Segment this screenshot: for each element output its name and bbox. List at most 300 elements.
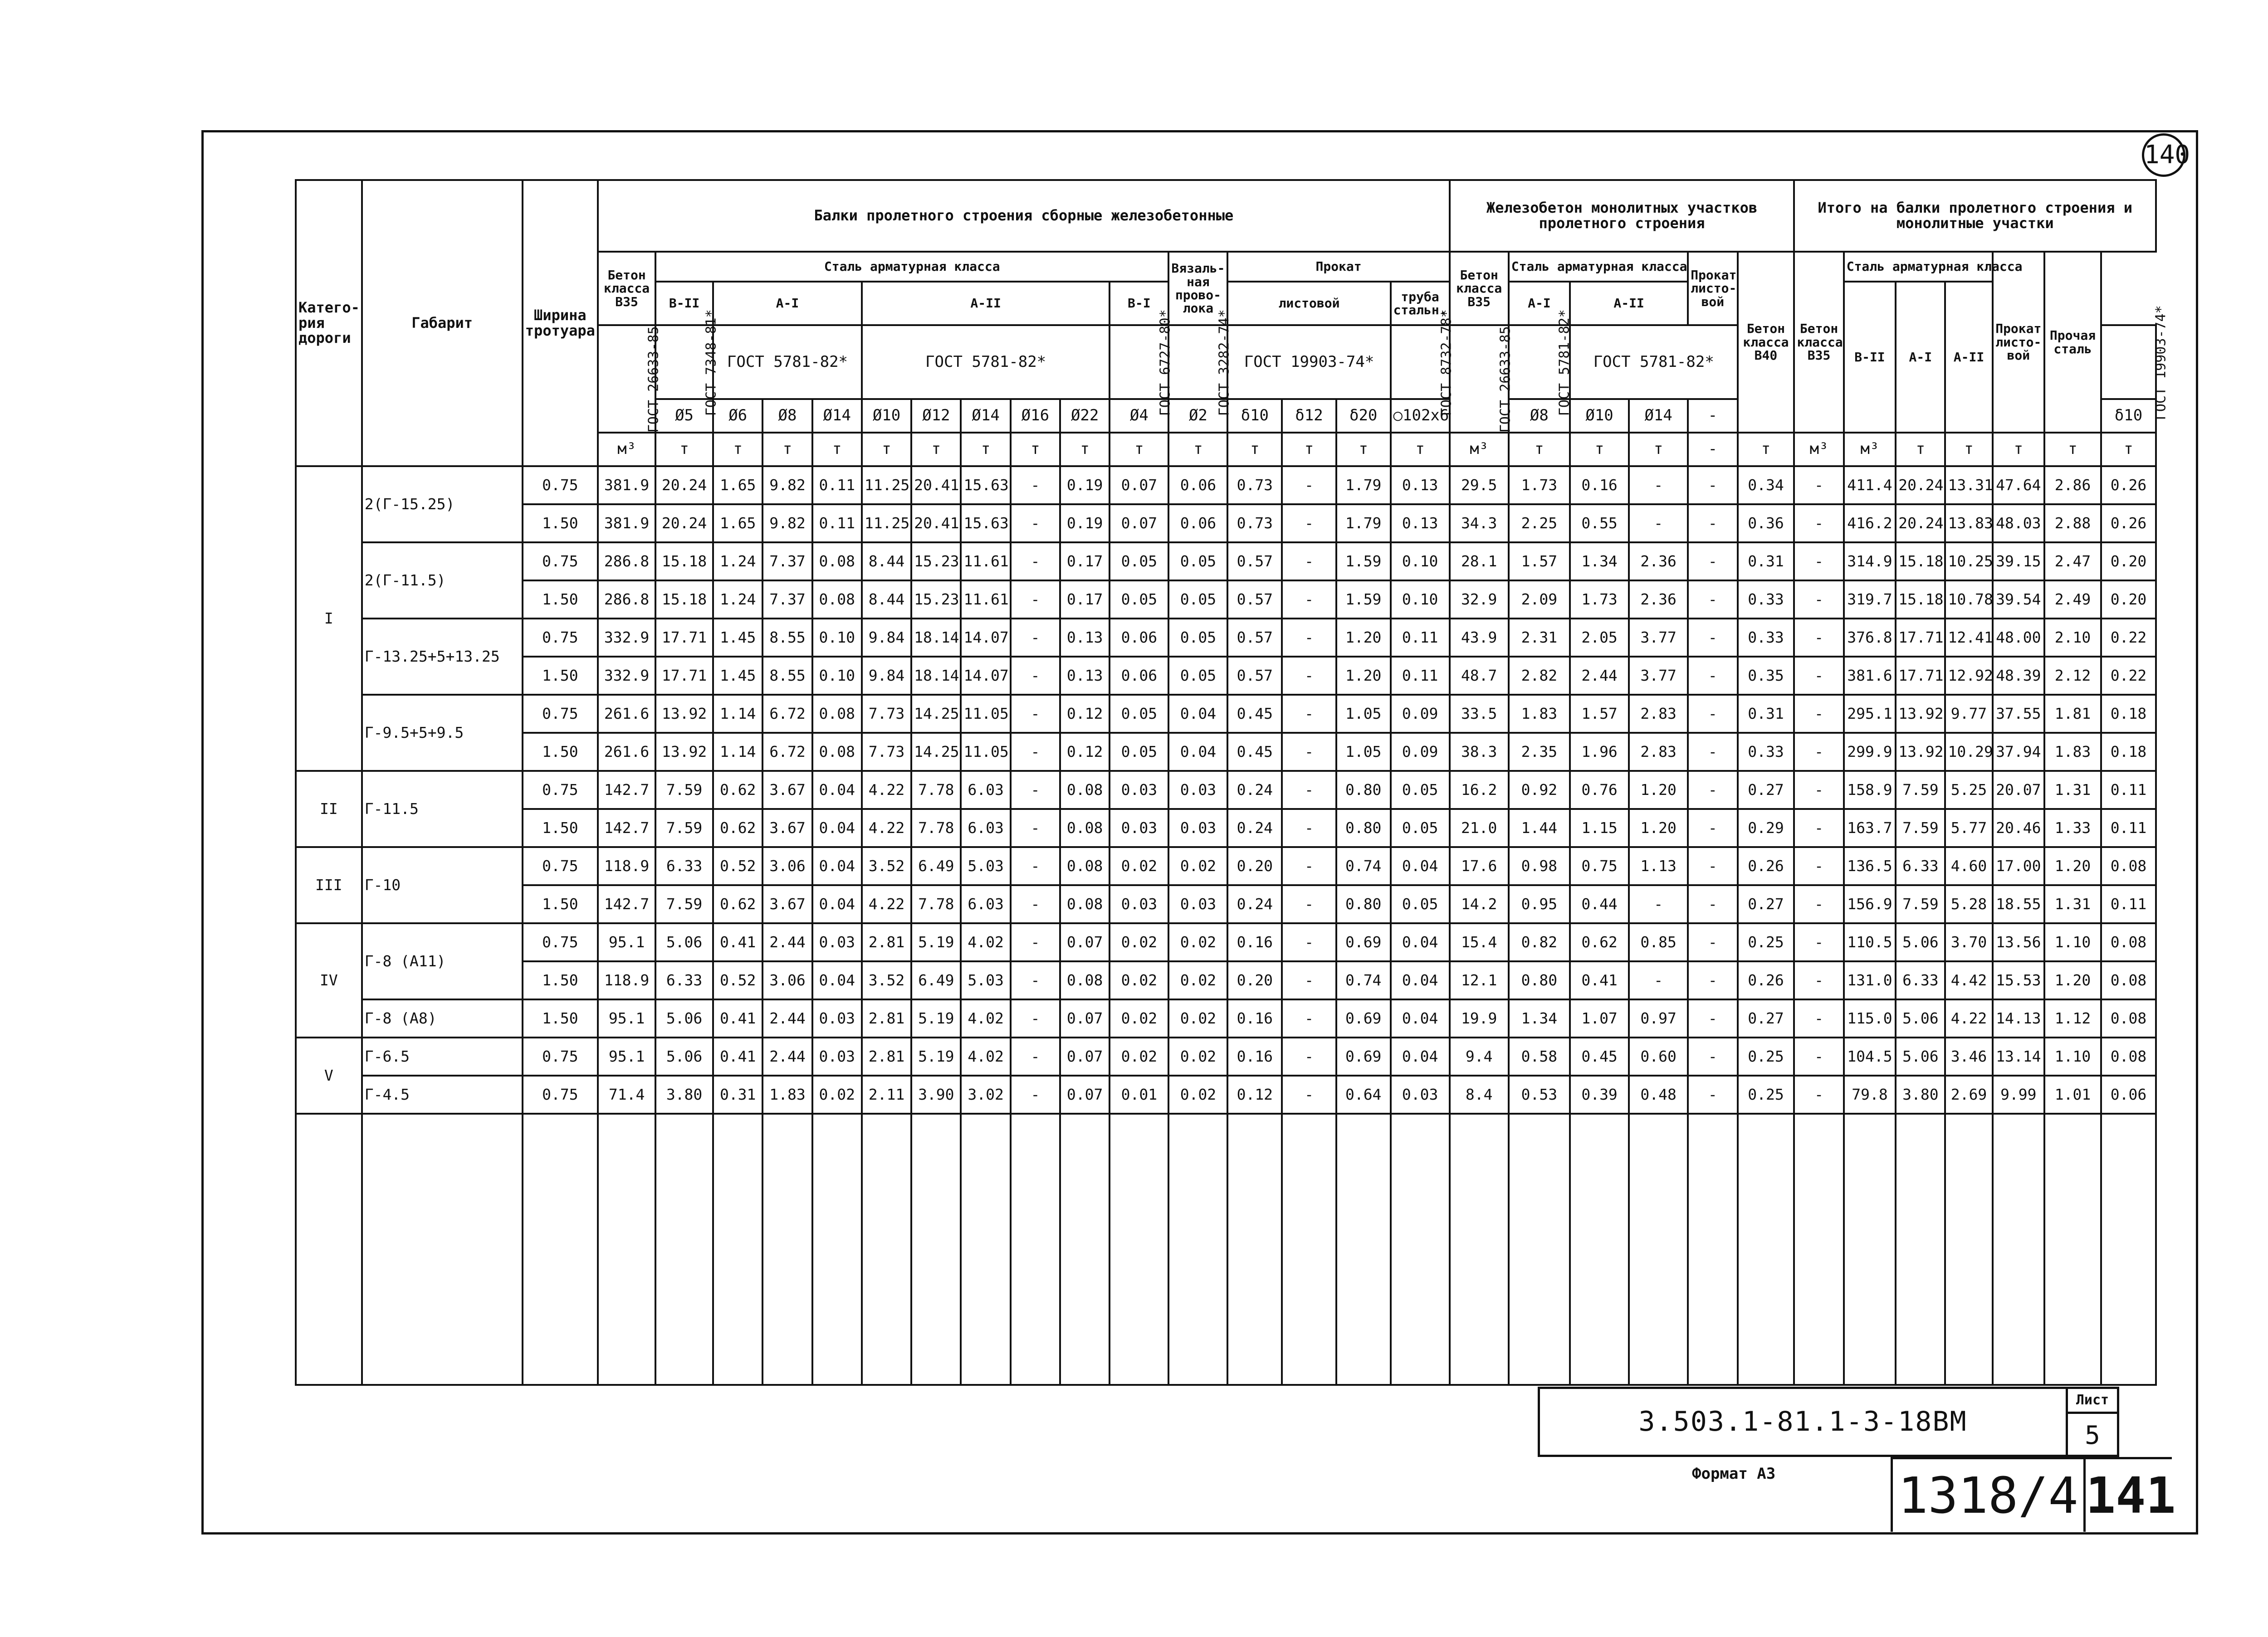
value-cell: 0.48: [1629, 1076, 1688, 1114]
unit-cell: м³: [1844, 433, 1896, 466]
header-prokat-list: Прокат листо-вой: [1688, 252, 1737, 325]
value-cell: 7.37: [763, 542, 812, 580]
value-cell: 136.5: [1844, 847, 1896, 885]
gabarit-cell: Г-4.5: [362, 1076, 523, 1114]
value-cell: -: [1688, 466, 1737, 504]
value-cell: 3.46: [1945, 1038, 1992, 1076]
value-cell: 0.04: [812, 809, 862, 847]
value-cell: 0.69: [1336, 999, 1391, 1038]
value-cell: 33.5: [1450, 695, 1509, 733]
value-cell: 9.99: [1993, 1076, 2044, 1114]
value-cell: -: [1794, 657, 1843, 695]
value-cell: -: [1688, 733, 1737, 771]
value-cell: 142.7: [598, 809, 655, 847]
value-cell: 15.23: [911, 580, 961, 619]
value-cell: 0.03: [812, 923, 862, 961]
table-cell: листовой: [1227, 282, 1390, 325]
value-cell: -: [1282, 923, 1336, 961]
value-cell: 95.1: [598, 1038, 655, 1076]
value-cell: 0.11: [1391, 657, 1450, 695]
value-cell: 0.08: [812, 695, 862, 733]
value-cell: -: [1794, 466, 1843, 504]
value-cell: 7.59: [1896, 885, 1945, 923]
unit-cell: м³: [598, 433, 655, 466]
header-prokat: Прокат: [1227, 252, 1449, 282]
value-cell: 0.62: [713, 771, 763, 809]
value-cell: 0.85: [1629, 923, 1688, 961]
value-cell: -: [1688, 619, 1737, 657]
value-cell: 19.9: [1450, 999, 1509, 1038]
value-cell: 3.02: [961, 1076, 1010, 1114]
value-cell: 14.25: [911, 695, 961, 733]
empty-cell: [1993, 1114, 2044, 1385]
value-cell: 0.09: [1391, 733, 1450, 771]
empty-cell: [763, 1114, 812, 1385]
table-cell: ГОСТ 3282-74*: [1168, 325, 1227, 399]
gabarit-cell: Г-8 (А8): [362, 999, 523, 1038]
value-cell: 3.52: [862, 961, 911, 999]
diameter-cell: δ12: [1282, 399, 1336, 433]
value-cell: 1.15: [1570, 809, 1629, 847]
value-cell: 0.24: [1227, 809, 1282, 847]
value-cell: 1.24: [713, 542, 763, 580]
value-cell: 15.18: [655, 580, 713, 619]
value-cell: 0.26: [1738, 847, 1794, 885]
value-cell: 0.10: [1391, 542, 1450, 580]
value-cell: 0.45: [1227, 695, 1282, 733]
unit-cell: м³: [1450, 433, 1509, 466]
format-label: Формат А3: [1692, 1465, 1776, 1483]
value-cell: 0.02: [1168, 847, 1227, 885]
diameter-cell: Ø8: [763, 399, 812, 433]
value-cell: 8.55: [763, 619, 812, 657]
value-cell: 2.44: [763, 999, 812, 1038]
table-cell: ГОСТ 7348-81*: [655, 325, 713, 399]
value-cell: 2.44: [763, 1038, 812, 1076]
value-cell: 142.7: [598, 885, 655, 923]
table-row: [296, 466, 2156, 504]
value-cell: 0.57: [1227, 580, 1282, 619]
table-row: [296, 504, 2156, 542]
value-cell: 0.57: [1227, 619, 1282, 657]
value-cell: 0.73: [1227, 504, 1282, 542]
value-cell: 37.55: [1993, 695, 2044, 733]
value-cell: -: [1282, 504, 1336, 542]
value-cell: 0.07: [1060, 1038, 1110, 1076]
value-cell: 17.71: [1896, 619, 1945, 657]
value-cell: 0.04: [1391, 999, 1450, 1038]
value-cell: 0.27: [1738, 771, 1794, 809]
sidewalk-cell: 1.50: [523, 961, 598, 999]
value-cell: 7.59: [655, 771, 713, 809]
value-cell: -: [1794, 847, 1843, 885]
value-cell: 0.41: [713, 923, 763, 961]
value-cell: 6.49: [911, 961, 961, 999]
value-cell: 2.36: [1629, 542, 1688, 580]
value-cell: 5.19: [911, 999, 961, 1038]
value-cell: 0.19: [1060, 466, 1110, 504]
value-cell: 0.05: [1168, 580, 1227, 619]
value-cell: 1.81: [2044, 695, 2101, 733]
value-cell: 1.20: [1629, 771, 1688, 809]
value-cell: 9.84: [862, 657, 911, 695]
value-cell: 18.14: [911, 657, 961, 695]
diameter-cell: Ø22: [1060, 399, 1110, 433]
value-cell: 0.31: [1738, 542, 1794, 580]
value-cell: 1.45: [713, 619, 763, 657]
sidewalk-cell: 0.75: [523, 695, 598, 733]
value-cell: -: [1794, 1076, 1843, 1114]
header-group-total: Итого на балки пролетного строения и монолитные участки: [1794, 180, 2156, 252]
sidewalk-cell: 1.50: [523, 657, 598, 695]
empty-cell: [1227, 1114, 1282, 1385]
value-cell: -: [1688, 542, 1737, 580]
value-cell: 2.81: [862, 923, 911, 961]
value-cell: 1.57: [1509, 542, 1570, 580]
value-cell: 0.41: [713, 1038, 763, 1076]
diameter-cell: Ø10: [862, 399, 911, 433]
value-cell: 0.13: [1060, 619, 1110, 657]
value-cell: 299.9: [1844, 733, 1896, 771]
value-cell: 71.4: [598, 1076, 655, 1114]
header-beton-b35-t: Бетон класса В35: [1794, 252, 1843, 433]
value-cell: 1.83: [763, 1076, 812, 1114]
unit-cell: т: [1738, 433, 1794, 466]
value-cell: 3.77: [1629, 619, 1688, 657]
value-cell: 1.12: [2044, 999, 2101, 1038]
value-cell: 5.06: [1896, 999, 1945, 1038]
value-cell: 381.9: [598, 466, 655, 504]
value-cell: -: [1011, 657, 1060, 695]
value-cell: 0.69: [1336, 923, 1391, 961]
value-cell: 20.46: [1993, 809, 2044, 847]
value-cell: 39.15: [1993, 542, 2044, 580]
unit-cell: т: [1945, 433, 1992, 466]
table-row: [296, 847, 2156, 885]
value-cell: 1.57: [1570, 695, 1629, 733]
value-cell: 261.6: [598, 695, 655, 733]
diameter-cell: ○102х6: [1391, 399, 1450, 433]
sidewalk-cell: 1.50: [523, 504, 598, 542]
value-cell: 13.92: [1896, 733, 1945, 771]
category-cell: III: [296, 847, 362, 923]
value-cell: -: [1011, 619, 1060, 657]
value-cell: 0.17: [1060, 580, 1110, 619]
gabarit-cell: Г-8 (А11): [362, 923, 523, 999]
empty-cell: [1282, 1114, 1336, 1385]
value-cell: 17.71: [655, 619, 713, 657]
value-cell: 1.01: [2044, 1076, 2101, 1114]
value-cell: -: [1011, 847, 1060, 885]
value-cell: 2.49: [2044, 580, 2101, 619]
empty-cell: [1011, 1114, 1060, 1385]
value-cell: -: [1011, 733, 1060, 771]
header-group-beams: Балки пролетного строения сборные железобетонные: [598, 180, 1450, 252]
value-cell: 5.06: [655, 923, 713, 961]
unit-cell: т: [961, 433, 1010, 466]
empty-cell: [713, 1114, 763, 1385]
value-cell: 3.67: [763, 885, 812, 923]
header-beton-b35: Бетон класса В35: [598, 252, 655, 325]
value-cell: 0.08: [1060, 885, 1110, 923]
value-cell: 14.07: [961, 619, 1010, 657]
value-cell: 0.05: [1391, 771, 1450, 809]
value-cell: 0.22: [2101, 619, 2156, 657]
unit-cell: т: [763, 433, 812, 466]
value-cell: 0.62: [713, 809, 763, 847]
table-cell: А-II: [1945, 282, 1992, 433]
value-cell: 0.04: [812, 885, 862, 923]
value-cell: 0.76: [1570, 771, 1629, 809]
header-wire: Вязаль-ная прово-лока: [1168, 252, 1227, 325]
empty-cell: [1688, 1114, 1737, 1385]
value-cell: 0.20: [2101, 542, 2156, 580]
value-cell: 381.9: [598, 504, 655, 542]
value-cell: 0.05: [1168, 542, 1227, 580]
value-cell: 0.02: [812, 1076, 862, 1114]
value-cell: -: [1794, 961, 1843, 999]
unit-cell: -: [1688, 433, 1737, 466]
unit-cell: т: [1060, 433, 1110, 466]
value-cell: 0.08: [1060, 847, 1110, 885]
value-cell: 0.74: [1336, 847, 1391, 885]
value-cell: 0.04: [1391, 1038, 1450, 1076]
value-cell: 0.20: [1227, 847, 1282, 885]
value-cell: 0.08: [2101, 999, 2156, 1038]
value-cell: 4.60: [1945, 847, 1992, 885]
value-cell: 0.58: [1509, 1038, 1570, 1076]
value-cell: 7.78: [911, 771, 961, 809]
unit-cell: т: [713, 433, 763, 466]
value-cell: 5.25: [1945, 771, 1992, 809]
value-cell: 0.02: [1168, 1038, 1227, 1076]
sheet-value: 5: [2085, 1421, 2100, 1450]
value-cell: 0.57: [1227, 657, 1282, 695]
value-cell: 47.64: [1993, 466, 2044, 504]
value-cell: 15.18: [1896, 542, 1945, 580]
header-prokat-t: Прокат листо-вой: [1993, 252, 2044, 433]
value-cell: -: [1688, 1038, 1737, 1076]
value-cell: 0.06: [1168, 466, 1227, 504]
value-cell: 10.29: [1945, 733, 1992, 771]
sidewalk-cell: 0.75: [523, 771, 598, 809]
header-gabarit: Габарит: [362, 180, 523, 466]
value-cell: 0.33: [1738, 733, 1794, 771]
value-cell: -: [1688, 695, 1737, 733]
value-cell: 0.26: [2101, 504, 2156, 542]
empty-cell: [1110, 1114, 1168, 1385]
materials-table: [295, 179, 2169, 1386]
value-cell: 8.44: [862, 580, 911, 619]
value-cell: 7.37: [763, 580, 812, 619]
value-cell: 0.11: [812, 504, 862, 542]
sidewalk-cell: 0.75: [523, 1038, 598, 1076]
value-cell: 0.60: [1629, 1038, 1688, 1076]
value-cell: 3.52: [862, 847, 911, 885]
value-cell: -: [1794, 1038, 1843, 1076]
value-cell: 2.09: [1509, 580, 1570, 619]
value-cell: 13.92: [655, 695, 713, 733]
value-cell: 34.3: [1450, 504, 1509, 542]
category-cell: I: [296, 466, 362, 771]
empty-cell: [1896, 1114, 1945, 1385]
value-cell: 3.70: [1945, 923, 1992, 961]
value-cell: 48.00: [1993, 619, 2044, 657]
value-cell: 14.13: [1993, 999, 2044, 1038]
sidewalk-cell: 1.50: [523, 733, 598, 771]
value-cell: 0.07: [1060, 1076, 1110, 1114]
value-cell: 1.20: [1629, 809, 1688, 847]
value-cell: 3.06: [763, 961, 812, 999]
value-cell: 0.07: [1060, 999, 1110, 1038]
diameter-cell: δ20: [1336, 399, 1391, 433]
value-cell: 5.77: [1945, 809, 1992, 847]
value-cell: 0.52: [713, 847, 763, 885]
value-cell: 95.1: [598, 923, 655, 961]
value-cell: 6.72: [763, 695, 812, 733]
value-cell: 286.8: [598, 542, 655, 580]
value-cell: 15.18: [655, 542, 713, 580]
unit-cell: т: [1336, 433, 1391, 466]
value-cell: 0.11: [2101, 809, 2156, 847]
gabarit-cell: 2(Г-11.5): [362, 542, 523, 619]
value-cell: 0.41: [1570, 961, 1629, 999]
value-cell: -: [1794, 809, 1843, 847]
value-cell: 0.18: [2101, 695, 2156, 733]
value-cell: 20.07: [1993, 771, 2044, 809]
value-cell: 4.22: [862, 809, 911, 847]
value-cell: 18.55: [1993, 885, 2044, 923]
value-cell: 0.08: [1060, 771, 1110, 809]
value-cell: 0.97: [1629, 999, 1688, 1038]
value-cell: 5.19: [911, 1038, 961, 1076]
value-cell: 0.31: [1738, 695, 1794, 733]
value-cell: 0.24: [1227, 885, 1282, 923]
value-cell: 131.0: [1844, 961, 1896, 999]
value-cell: -: [1011, 504, 1060, 542]
value-cell: 0.80: [1336, 885, 1391, 923]
value-cell: 9.82: [763, 466, 812, 504]
value-cell: -: [1629, 961, 1688, 999]
value-cell: 11.61: [961, 542, 1010, 580]
category-cell: II: [296, 771, 362, 847]
table-cell: А-I: [713, 282, 862, 325]
value-cell: 0.53: [1509, 1076, 1570, 1114]
value-cell: 14.2: [1450, 885, 1509, 923]
diameter-cell: Ø14: [812, 399, 862, 433]
value-cell: 7.59: [655, 885, 713, 923]
value-cell: 0.02: [1110, 923, 1168, 961]
value-cell: -: [1282, 542, 1336, 580]
table-cell: ГОСТ 26633-85: [1450, 325, 1509, 433]
value-cell: 13.92: [655, 733, 713, 771]
table-row: [296, 809, 2156, 847]
value-cell: 0.06: [1110, 619, 1168, 657]
unit-cell: т: [2044, 433, 2101, 466]
value-cell: -: [1011, 999, 1060, 1038]
value-cell: 37.94: [1993, 733, 2044, 771]
value-cell: 14.25: [911, 733, 961, 771]
value-cell: 20.24: [1896, 504, 1945, 542]
value-cell: 0.05: [1110, 695, 1168, 733]
value-cell: 95.1: [598, 999, 655, 1038]
unit-cell: т: [1282, 433, 1336, 466]
value-cell: -: [1011, 1038, 1060, 1076]
value-cell: 295.1: [1844, 695, 1896, 733]
table-cell: В-II: [655, 282, 713, 325]
value-cell: 20.24: [655, 504, 713, 542]
value-cell: 6.49: [911, 847, 961, 885]
value-cell: 0.04: [1391, 961, 1450, 999]
value-cell: -: [1282, 1038, 1336, 1076]
gabarit-cell: Г-11.5: [362, 771, 523, 847]
value-cell: 21.0: [1450, 809, 1509, 847]
value-cell: -: [1688, 580, 1737, 619]
gabarit-cell: Г-9.5+5+9.5: [362, 695, 523, 771]
value-cell: 6.33: [655, 847, 713, 885]
value-cell: -: [1794, 504, 1843, 542]
value-cell: 0.05: [1391, 809, 1450, 847]
table-cell: ГОСТ 5781-82*: [1509, 325, 1570, 399]
unit-cell: т: [1227, 433, 1282, 466]
value-cell: 118.9: [598, 961, 655, 999]
value-cell: -: [1282, 961, 1336, 999]
value-cell: 0.34: [1738, 466, 1794, 504]
value-cell: 0.26: [1738, 961, 1794, 999]
value-cell: 115.0: [1844, 999, 1896, 1038]
unit-cell: т: [2101, 433, 2156, 466]
value-cell: 0.07: [1110, 466, 1168, 504]
table-cell: А-I: [1509, 282, 1570, 325]
unit-cell: т: [1110, 433, 1168, 466]
value-cell: 0.27: [1738, 999, 1794, 1038]
sheet-box: [2066, 1389, 2117, 1455]
value-cell: 20.41: [911, 466, 961, 504]
value-cell: 3.06: [763, 847, 812, 885]
value-cell: 2.12: [2044, 657, 2101, 695]
value-cell: 0.08: [812, 542, 862, 580]
value-cell: 0.08: [2101, 923, 2156, 961]
value-cell: -: [1011, 1076, 1060, 1114]
title-block: [1538, 1387, 2119, 1457]
value-cell: 2.88: [2044, 504, 2101, 542]
diameter-cell: Ø16: [1011, 399, 1060, 433]
value-cell: 16.2: [1450, 771, 1509, 809]
value-cell: 0.98: [1509, 847, 1570, 885]
value-cell: 0.57: [1227, 542, 1282, 580]
header-category: Катего-рия дороги: [296, 180, 362, 466]
unit-cell: т: [1509, 433, 1570, 466]
value-cell: 4.02: [961, 923, 1010, 961]
value-cell: 2.25: [1509, 504, 1570, 542]
value-cell: 9.84: [862, 619, 911, 657]
value-cell: 0.03: [1391, 1076, 1450, 1114]
value-cell: 0.17: [1060, 542, 1110, 580]
value-cell: 3.80: [655, 1076, 713, 1114]
value-cell: 2.82: [1509, 657, 1570, 695]
sidewalk-cell: 0.75: [523, 466, 598, 504]
value-cell: 314.9: [1844, 542, 1896, 580]
value-cell: 0.11: [1391, 619, 1450, 657]
table-row: [296, 733, 2156, 771]
unit-cell: т: [1168, 433, 1227, 466]
value-cell: -: [1794, 923, 1843, 961]
gabarit-cell: Г-10: [362, 847, 523, 923]
unit-cell: т: [1896, 433, 1945, 466]
value-cell: 0.80: [1336, 809, 1391, 847]
table-row: [296, 542, 2156, 580]
value-cell: 0.12: [1060, 733, 1110, 771]
